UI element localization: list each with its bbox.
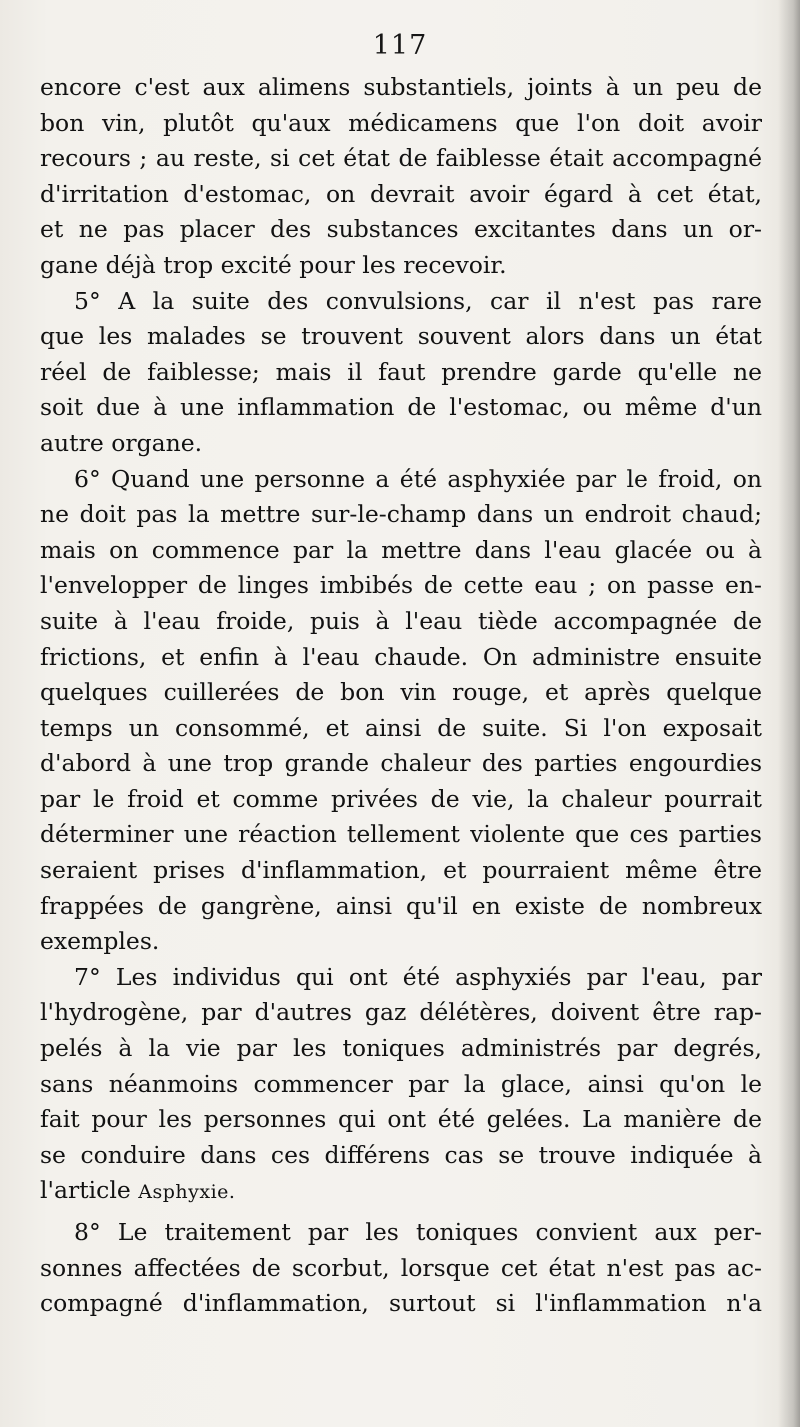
text-line: suite à l'eau froide, puis à l'eau tiède accompagnée de: [40, 606, 762, 635]
text-line: frappées de gangrène, ainsi qu'il en existe de nombreux: [40, 891, 762, 920]
text-line: sonnes affectées de scorbut, lorsque cet état n'est pas ac-: [40, 1253, 762, 1282]
paragraph-8-start: 8° Le traitement par les toniques convient aux per-: [74, 1218, 762, 1246]
text-line: mais on commence par la mettre dans l'eau glacée ou à: [40, 535, 762, 564]
text-line: l'hydrogène, par d'autres gaz délétères, doivent être rap-: [40, 998, 762, 1027]
text-line: par le froid et comme privées de vie, la chaleur pourrait: [40, 784, 762, 813]
text-line: ne doit pas la mettre sur-le-champ dans un endroit chaud;: [40, 500, 762, 529]
text-line: bon vin, plutôt qu'aux médicamens que l'on doit avoir: [40, 108, 762, 137]
text-line: pelés à la vie par les toniques administrés par degrés,: [40, 1034, 762, 1063]
cross-reference-prefix: l'article: [40, 1176, 131, 1205]
text-line-with-cross-reference: [40, 1173, 762, 1209]
text-line: se conduire dans ces différens cas se trouve indiquée à: [40, 1140, 762, 1169]
text-line: seraient prises d'inflammation, et pourraient même être: [40, 856, 762, 885]
text-line: déterminer une réaction tellement violente que ces parties: [40, 820, 762, 849]
cross-reference-asphyxie: Asphyxie.: [138, 1181, 236, 1204]
text-line: d'irritation d'estomac, on devrait avoir égard à cet état,: [40, 179, 762, 208]
text-line: frictions, et enfin à l'eau chaude. On administre ensuite: [40, 642, 762, 671]
paragraph-6-start: 6° Quand une personne a été asphyxiée par le froid, on: [74, 464, 762, 493]
text-line: compagné d'inflammation, surtout si l'inflammation n'a: [40, 1289, 762, 1318]
text-line: encore c'est aux alimens substantiels, joints à un peu de: [40, 73, 762, 101]
body-text: [40, 70, 762, 1322]
text-line: et ne pas placer des substances excitantes dans un or-: [40, 215, 762, 244]
text-line: quelques cuillerées de bon vin rouge, et après quelque: [40, 678, 762, 707]
text-line: fait pour les personnes qui ont été gelées. La manière de: [40, 1105, 762, 1134]
text-line: recours ; au reste, si cet état de faiblesse était accompagné: [40, 144, 762, 173]
text-line: autre organe.: [40, 428, 203, 457]
text-line: exemples.: [40, 927, 160, 956]
text-line: temps un consommé, et ainsi de suite. Si l'on exposait: [40, 713, 762, 742]
text-line: réel de faiblesse; mais il faut prendre garde qu'elle ne: [40, 357, 762, 386]
paragraph-7-start: 7° Les individus qui ont été asphyxiés par l'eau, par: [74, 962, 762, 991]
text-line: sans néanmoins commencer par la glace, ainsi qu'on le: [40, 1069, 762, 1098]
text-line: que les malades se trouvent souvent alors dans un état: [40, 322, 762, 351]
page-number: 117: [372, 30, 428, 61]
text-line: l'envelopper de linges imbibés de cette eau ; on passe en-: [40, 571, 762, 600]
page-edge-shadow: [778, 0, 800, 1427]
text-line: d'abord à une trop grande chaleur des parties engourdies: [40, 749, 762, 778]
text-line: gane déjà trop excité pour les recevoir.: [40, 250, 507, 279]
paragraph-5-start: 5° A la suite des convulsions, car il n'est pas rare: [74, 286, 762, 315]
text-line: soit due à une inflammation de l'estomac, ou même d'un: [40, 393, 762, 422]
